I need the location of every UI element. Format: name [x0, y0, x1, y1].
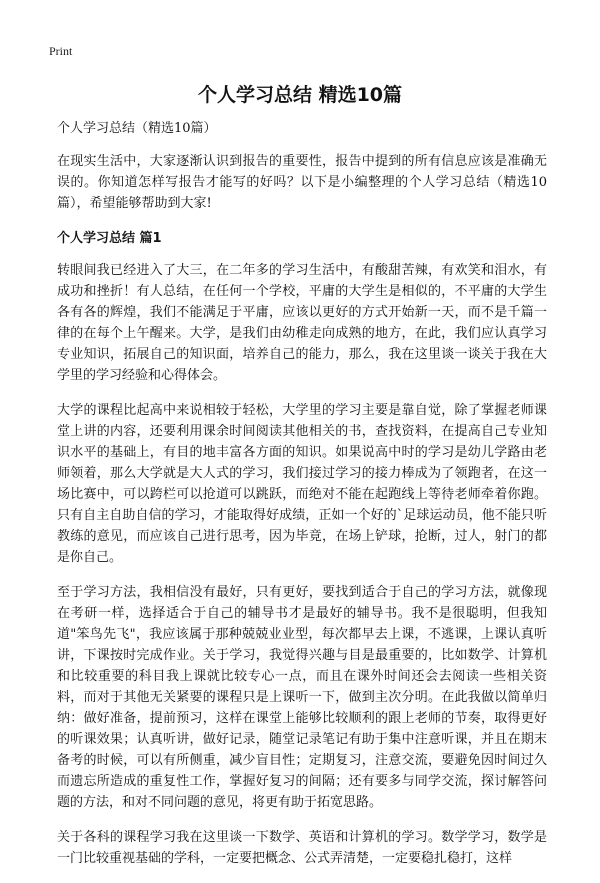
- print-label[interactable]: Print: [49, 44, 73, 58]
- document-title: 个人学习总结 精选10篇: [197, 84, 403, 106]
- body-paragraph-2: 大学的课程比起高中来说相较于轻松，大学里的学习主要是靠自觉，除了掌握老师课堂上讲的内容，还要利用课余时间阅读其他相关的书，查找资料，在提高自己专业知识水平的基础上，有目的地丰富各方面的知识。如果说高中时的学习是幼儿学路由老师领着，那么大学就是大人式的学习，我们接过学习的接力棒成为了领跑者，在这一场比赛中，可以跨栏可以抢道可以跳跃，而绝对不能在起跑线上等待老师牵着你跑。只有自主自助自信的学习，才能取得好成绩，正如一个好的`足球运动员，他不能只听教练的意见，而应该自己进行思考，因为毕竟，在场上铲球，抢断，过人，射门的都是你自己。: [57, 403, 547, 565]
- section-heading: 个人学习总结 篇1: [57, 231, 162, 246]
- intro-paragraph: 在现实生活中，大家逐渐认识到报告的重要性，报告中提到的所有信息应该是准确无误的。你知道怎样写报告才能写的好吗？以下是小编整理的个人学习总结（精选10篇），希望能够帮助到大家!: [57, 154, 547, 211]
- document-body: [57, 118, 547, 883]
- body-paragraph-1: 转眼间我已经进入了大三，在二年多的学习生活中，有酸甜苦辣，有欢笑和泪水，有成功和挫折！有人总结，在任何一个学校，平庸的大学生是相似的，不平庸的大学生各有各的辉煌，我们不能满足于平庸，应该以更好的方式开始新一天，而不是千篇一律的在每个上午醒来。大学，是我们由幼稚走向成熟的地方，在此，我们应认真学习专业知识，拓展自己的知识面，培养自己的能力，那么，我在这里谈一谈关于我在大学里的学习经验和心得体会。: [57, 263, 547, 383]
- body-paragraph-4: 关于各科的课程学习我在这里谈一下数学、英语和计算机的学习。数学学习，数学是一门比较重视基础的学科，一定要把概念、公式弄清楚，一定要稳扎稳打，这样: [57, 830, 547, 866]
- document-subtitle: 个人学习总结（精选10篇）: [57, 121, 217, 136]
- body-paragraph-3: 至于学习方法，我相信没有最好，只有更好，要找到适合于自己的学习方法，就像现在考研一样，选择适合于自己的辅导书才是最好的辅导书。我不是很聪明，但我知道"笨鸟先飞"，我应该属于那种兢兢业业型，每次都早去上课，不逃课，上课认真听讲，下课按时完成作业。关于学习，我觉得兴趣与目是最重要的，比如数学、计算机和比较重要的科目我上课就比较专心一点，而且在课外时间还会去阅读一些相关资料，而对于其他无关紧要的课程只是上课听一下，做到主次分明。在此我做以简单归纳：做好准备，提前预习，这样在课堂上能够比较顺利的跟上老师的节奏，取得更好的听课效果；认真听讲，做好记录，随堂记录笔记有助于集中注意听课，并且在期末备考的时候，可以有所侧重，减少盲目性；定期复习，注意交流，要避免因时间过久而遗忘所造成的重复性工作，掌握好复习的间隔；还有要多与同学交流，探讨解答问题的方法，和对不同问题的意见，将更有助于拓宽思路。: [57, 585, 547, 810]
